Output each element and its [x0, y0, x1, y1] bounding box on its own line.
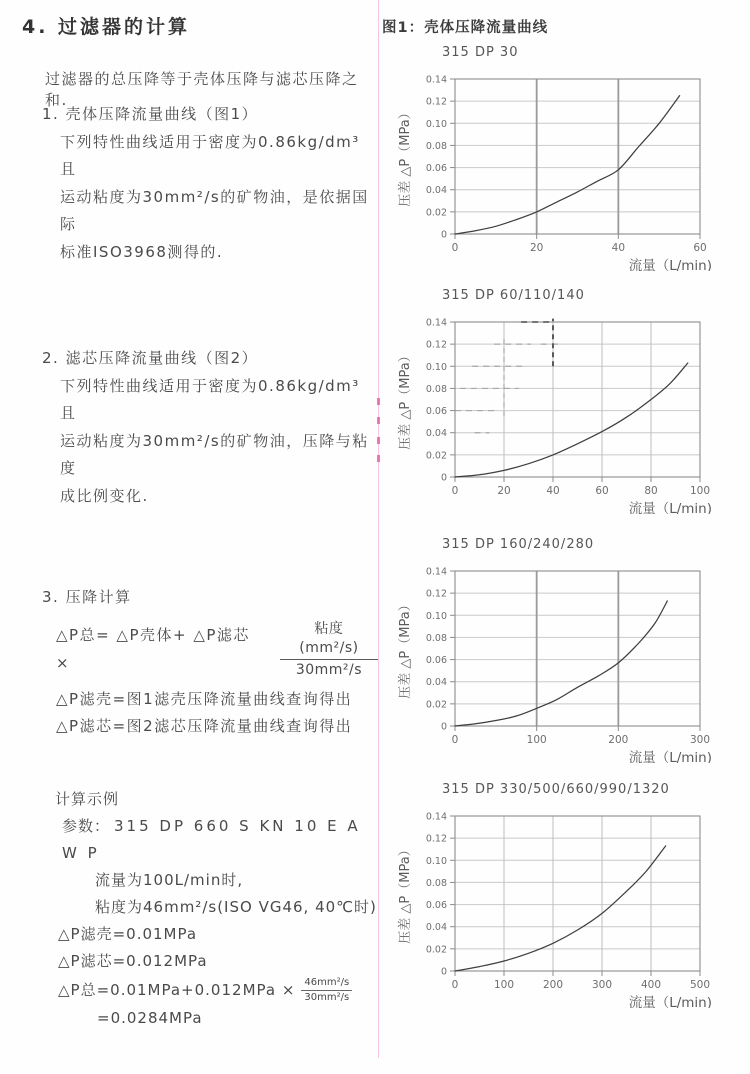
section2-heading: 2. 滤芯压降流量曲线（图2） [42, 349, 259, 367]
chart-subtitle: 315 DP 160/240/280 [442, 537, 595, 552]
section-pressure-drop-calculation [42, 584, 378, 741]
x-tick-label: 400 [640, 979, 662, 991]
chart-subtitle: 315 DP 330/500/660/990/1320 [442, 782, 670, 797]
section1-heading: 1. 壳体压降流量曲线（图1） [42, 105, 259, 123]
example-viscosity-line: 粘度为46mm²/s(ISO VG46, 40℃时) [95, 898, 377, 916]
y-tick-label: 0.14 [425, 74, 447, 86]
example-result: =0.0284MPa [97, 1009, 203, 1027]
section-element-pressure-drop [42, 345, 378, 510]
y-tick-label: 0.06 [425, 655, 447, 667]
viscosity-fraction [280, 620, 378, 680]
x-tick-label: 0 [451, 485, 459, 497]
y-tick-label: 0.02 [425, 207, 447, 219]
example-total-lhs: △P总=0.01MPa+0.012MPa × [58, 980, 296, 999]
y-tick-label: 0 [440, 229, 447, 241]
example-title: 计算示例 [55, 790, 120, 808]
x-tick-label: 20 [497, 485, 511, 497]
charts-column [380, 0, 750, 1074]
pressure-drop-flow-chart [389, 71, 729, 271]
y-tick-label: 0.04 [425, 185, 447, 197]
y-tick-label: 0.10 [425, 610, 447, 622]
x-tick-label: 0 [451, 979, 459, 991]
y-tick-label: 0.14 [425, 566, 447, 578]
y-tick-label: 0.10 [425, 361, 447, 373]
x-axis-label: 流量（L/min) [628, 501, 712, 514]
y-tick-label: 0.08 [425, 383, 447, 395]
y-tick-label: 0.08 [425, 877, 447, 889]
x-axis-label: 流量（L/min) [628, 995, 712, 1008]
formula-lhs: △P总= △P壳体+ △P滤芯 × [56, 626, 250, 672]
y-tick-label: 0.10 [425, 118, 447, 130]
formula-note-shell: △P滤壳=图1滤壳压降流量曲线查询得出 [56, 689, 353, 708]
page-title: 4. 过滤器的计算 [22, 16, 191, 38]
example-dp-element: △P滤芯=0.012MPa [58, 952, 208, 970]
example-fraction-numerator: 46mm²/s [301, 977, 352, 991]
chart-315-dp-330-500-660-990-1320 [389, 782, 729, 1008]
x-tick-label: 60 [693, 242, 707, 254]
y-tick-label: 0.02 [425, 450, 447, 462]
x-tick-label: 40 [546, 485, 560, 497]
x-axis-label: 流量（L/min) [628, 750, 712, 763]
x-tick-label: 200 [542, 979, 564, 991]
y-tick-label: 0 [440, 966, 447, 978]
section-shell-pressure-drop [42, 101, 378, 266]
y-tick-label: 0 [440, 472, 447, 484]
y-tick-label: 0.10 [425, 855, 447, 867]
example-total-formula [58, 975, 378, 1005]
example-parameters [62, 813, 378, 867]
y-tick-label: 0.14 [425, 317, 447, 329]
formula-note-element: △P滤芯=图2滤芯压降流量曲线查询得出 [56, 717, 353, 735]
y-tick-label: 0.04 [425, 677, 447, 689]
plot-border [455, 571, 700, 726]
section1-line: 标准ISO3968测得的. [60, 242, 224, 261]
chart-315-dp-30 [389, 45, 729, 271]
y-tick-label: 0.06 [425, 163, 447, 175]
x-tick-label: 100 [493, 979, 515, 991]
section2-line: 运动粘度为30mm²/s的矿物油，压降与粘度 [60, 431, 369, 477]
fraction-numerator: 粘度(mm²/s) [280, 620, 378, 660]
y-tick-label: 0.06 [425, 900, 447, 912]
intro-text: 过滤器的总压降等于壳体压降与滤芯压降之和. [45, 70, 359, 109]
chart-315-dp-60-110-140 [389, 288, 729, 514]
y-tick-label: 0.14 [425, 811, 447, 823]
curve [455, 846, 666, 971]
curve [455, 601, 667, 726]
x-tick-label: 500 [689, 979, 711, 991]
chart-315-dp-160-240-280 [389, 537, 729, 763]
x-tick-label: 300 [591, 979, 613, 991]
x-tick-label: 100 [689, 485, 711, 497]
x-tick-label: 60 [595, 485, 609, 497]
y-tick-label: 0.08 [425, 632, 447, 644]
x-tick-label: 20 [529, 242, 544, 254]
y-axis-label: 压差 △P（MPa） [398, 349, 413, 450]
y-tick-label: 0.12 [425, 588, 447, 600]
calculation-example [55, 786, 378, 1032]
y-axis-label: 压差 △P（MPa） [398, 598, 413, 699]
y-tick-label: 0.12 [425, 96, 447, 108]
pressure-drop-flow-chart [389, 314, 729, 514]
x-tick-label: 0 [451, 734, 459, 746]
y-tick-label: 0.06 [425, 406, 447, 418]
example-fraction-denominator: 30mm²/s [304, 991, 350, 1003]
fraction-denominator: 30mm²/s [295, 661, 363, 678]
x-tick-label: 80 [644, 485, 658, 497]
pressure-drop-flow-chart [389, 808, 729, 1008]
x-tick-label: 100 [526, 734, 547, 746]
y-tick-label: 0.02 [425, 699, 447, 711]
plot-border [455, 322, 700, 477]
plot-border [455, 79, 700, 234]
example-dp-shell: △P滤壳=0.01MPa [58, 925, 198, 943]
y-tick-label: 0.12 [425, 833, 447, 845]
x-axis-label: 流量（L/min) [628, 258, 712, 271]
y-tick-label: 0.02 [425, 944, 447, 956]
y-tick-label: 0.04 [425, 922, 447, 934]
x-tick-label: 40 [611, 242, 626, 254]
example-fraction [301, 977, 352, 1004]
total-pressure-formula [56, 620, 378, 680]
param-model-code: 315 DP 660 S KN 10 E A W P [62, 817, 361, 862]
x-tick-label: 200 [608, 734, 629, 746]
y-axis-label: 压差 △P（MPa） [398, 106, 413, 207]
x-tick-label: 0 [451, 242, 459, 254]
section1-line: 运动粘度为30mm²/s的矿物油，是依据国际 [60, 187, 369, 233]
pressure-drop-flow-chart [389, 563, 729, 763]
section2-line: 成比例变化. [60, 486, 149, 505]
section2-line: 下列特性曲线适用于密度为0.86kg/dm³ 且 [60, 376, 360, 422]
section3-heading: 3. 压降计算 [42, 588, 132, 606]
param-label: 参数： [62, 817, 111, 835]
figure1-title: 图1：壳体压降流量曲线 [382, 20, 549, 36]
curve [455, 363, 688, 477]
curve [455, 96, 680, 234]
section1-line: 下列特性曲线适用于密度为0.86kg/dm³ 且 [60, 132, 360, 178]
chart-subtitle: 315 DP 30 [442, 45, 519, 60]
example-flow-line: 流量为100L/min时, [95, 871, 244, 889]
chart-subtitle: 315 DP 60/110/140 [442, 288, 585, 303]
y-tick-label: 0.08 [425, 140, 447, 152]
y-tick-label: 0 [440, 721, 447, 733]
x-tick-label: 300 [689, 734, 711, 746]
y-tick-label: 0.12 [425, 339, 447, 351]
y-tick-label: 0.04 [425, 428, 447, 440]
plot-border [455, 816, 700, 971]
y-axis-label: 压差 △P（MPa） [398, 843, 413, 944]
